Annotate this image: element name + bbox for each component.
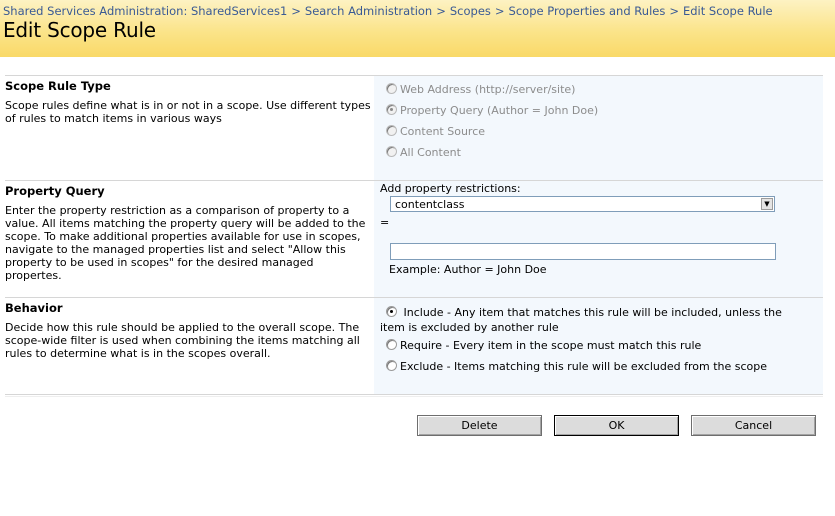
behavior-title: Behavior [5, 301, 63, 315]
radio-exclude[interactable] [386, 360, 397, 371]
radio-property-query[interactable] [386, 104, 397, 115]
breadcrumb [3, 4, 773, 18]
breadcrumb-scopes[interactable]: Scopes [449, 4, 491, 18]
divider [5, 394, 823, 395]
behavior-section [5, 297, 823, 395]
option-all-content[interactable] [386, 146, 461, 159]
breadcrumb-current: Edit Scope Rule [682, 4, 773, 18]
equals-sign: = [380, 216, 390, 229]
breadcrumb-separator: > [291, 4, 301, 18]
breadcrumb-separator: > [669, 4, 679, 18]
option-exclude-label: Exclude - Items matching this rule will be excluded from the scope [400, 360, 768, 373]
breadcrumb-scope-properties-rules[interactable]: Scope Properties and Rules [508, 4, 666, 18]
property-select[interactable] [390, 196, 775, 212]
property-query-title: Property Query [5, 184, 105, 198]
radio-content-source[interactable] [386, 125, 397, 136]
page-title: Edit Scope Rule [3, 18, 156, 42]
radio-all-content[interactable] [386, 146, 397, 157]
option-content-source[interactable] [386, 125, 485, 138]
option-web-address-label: Web Address (http://server/site) [400, 83, 576, 96]
scope-rule-type-panel [374, 76, 823, 181]
property-query-description: Enter the property restriction as a comparison of property to a value. All items matching the property query will be added to the scope. To make additional properties available for use in scopes, navigate to the managed properties list and select "Allow this property to be used in scopes" for the desired managed propertes. [5, 204, 366, 282]
behavior-description: Decide how this rule should be applied to the overall scope. The scope-wide filter is used when combining the items matching all rules to determine what is in the scopes overall. [5, 321, 360, 360]
chevron-down-icon[interactable]: ▼ [761, 198, 773, 210]
option-require[interactable] [386, 339, 701, 352]
breadcrumb-separator: > [494, 4, 505, 18]
radio-require[interactable] [386, 339, 397, 350]
breadcrumb-search-administration[interactable]: Search Administration [304, 4, 433, 18]
scope-rule-type-title: Scope Rule Type [5, 79, 111, 93]
example-text: Example: Author = John Doe [389, 263, 547, 276]
property-value-input[interactable] [390, 243, 776, 260]
cancel-button[interactable]: Cancel [691, 415, 816, 436]
option-web-address[interactable] [386, 83, 575, 96]
option-property-query-label: Property Query (Author = John Doe) [400, 104, 599, 117]
property-select-value: contentclass [395, 198, 465, 211]
scope-rule-type-description: Scope rules define what is in or not in a scope. Use different types of rules to match items in various ways [5, 99, 371, 125]
ok-button[interactable]: OK [554, 415, 679, 436]
delete-button[interactable]: Delete [417, 415, 542, 436]
page-header [0, 0, 835, 57]
behavior-panel [374, 298, 823, 395]
scope-rule-type-section [5, 75, 823, 181]
add-restrictions-label: Add property restrictions: [380, 182, 521, 195]
breadcrumb-shared-services[interactable]: Shared Services Administration: SharedServices1 [3, 4, 288, 18]
radio-include[interactable] [386, 306, 397, 317]
option-content-source-label: Content Source [400, 125, 486, 138]
option-property-query[interactable] [386, 104, 598, 117]
breadcrumb-separator: > [436, 4, 446, 18]
option-include-label: Include - Any item that matches this rule will be included, unless the item is excluded by another rule [380, 306, 782, 334]
option-exclude[interactable] [386, 360, 767, 373]
radio-web-address[interactable] [386, 83, 397, 94]
divider [5, 396, 823, 397]
option-include[interactable] [380, 305, 810, 335]
option-all-content-label: All Content [400, 146, 461, 159]
option-require-label: Require - Every item in the scope must match this rule [400, 339, 702, 352]
